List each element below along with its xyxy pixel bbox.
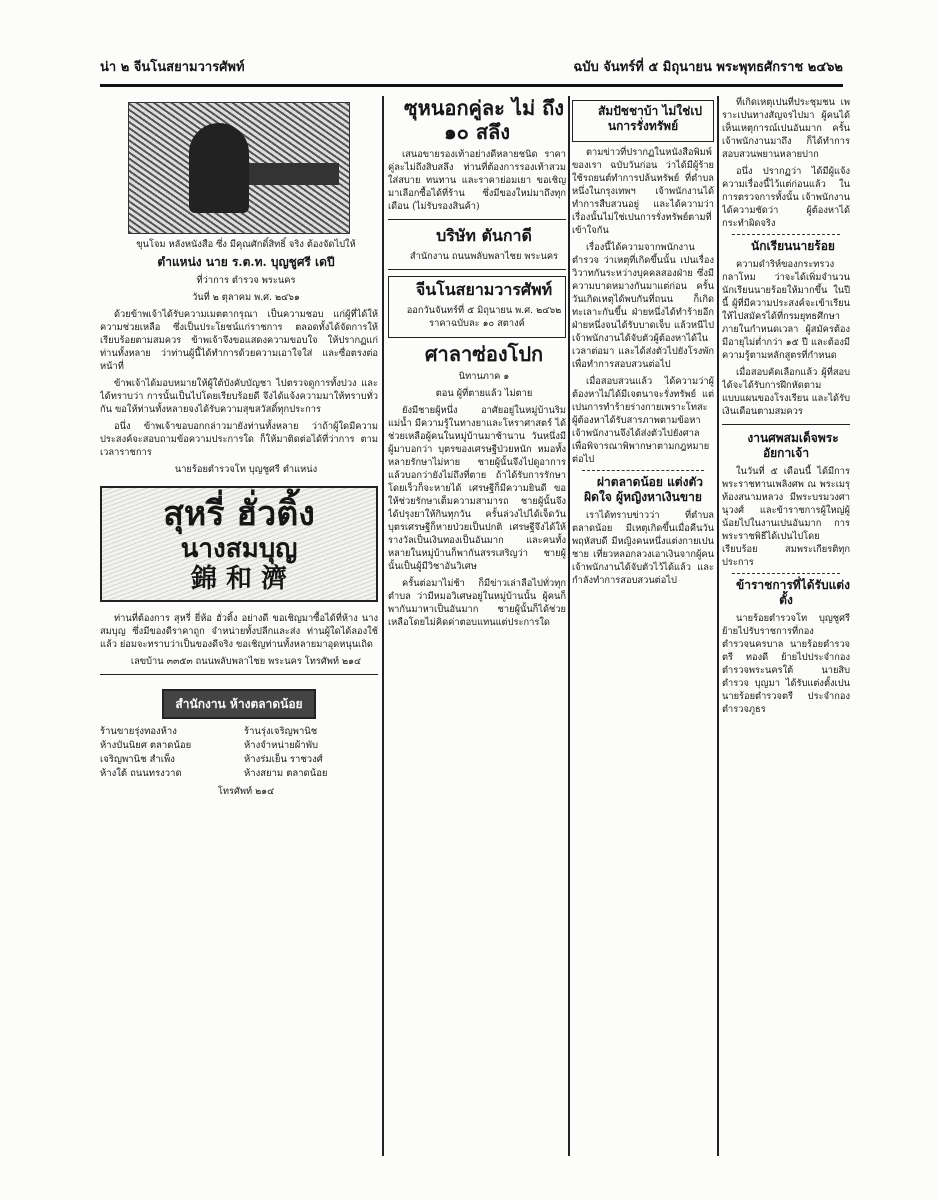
article-paragraph: เมื่อสอบคัดเลือกแล้ว ผู้ที่สอบได้จะได้รับการฝึกหัดตามแบบแผนของโรงเรียน และได้รับเงินเดือนตามสมควร: [722, 367, 850, 417]
signature-line: ตำแหน่ง นาย ร.ต.ท. บุญชูศรี เดปี: [157, 255, 335, 269]
page-number-and-paper-name: น่า ๒ จีนโนสยามวารศัพท์: [100, 60, 245, 75]
headline-shoes: ซุหนอกคู่ละ ไม่ ถึง ๑๐ สลึง: [404, 96, 564, 144]
article-paragraph: เรื่องนี้ได้ความจากพนักงานตำรวจ ว่าเหตุที่เกิดขึ้นนั้น เปนเรื่องวิวาทกันระหว่างบุคคลสองฝ่าย ซึ่งมีความบาดหมางกันมาแต่ก่อน ครั้นวันเกิดเหตุได้พบกันที่ถนน ก็เกิดทะเลาะกันขึ้น ฝ่ายหนึ่งได้ทำร้ายอีกฝ่ายหนึ่งจนได้รับบาดเจ็บ แล้วหนีไป เจ้าพนักงานได้จับตัวผู้ต้องหาได้ในเวลาต่อมา และได้ส่งตัวไปยังโรงพัก เพื่อทำการสอบสวนต่อไป: [572, 242, 714, 370]
ad-headline: สุหรี่ ฮั่วติ้ง: [163, 494, 315, 534]
notice-paragraph: ข้าพเจ้าได้มอบหมายให้ผู้ใต้บังคับบัญชา ไปตรวจดูการทั้งปวง และได้ทราบว่า การนั้นเป็นไปโดยเรียบร้อยดี จึงได้แจ้งความมาให้ทราบทั่วกัน ขอให้ท่านทั้งหลายจงได้รับความสุขสวัสดิ์ทุกประการ: [100, 378, 378, 415]
headline-box: [572, 100, 714, 142]
paper-issue-info: ออกวันจันทร์ที่ ๕ มิถุนายน พ.ศ. ๒๔๖๒ ราคาฉบับละ ๑๐ สตางค์: [406, 305, 562, 329]
story-paragraph: ยังมีชายผู้หนึ่ง อาศัยอยู่ในหมู่บ้านริมแม่น้ำ มีความรู้ในทางยาและโหราศาสตร์ ได้ช่วยเหลือผู้คนในหมู่บ้านมาช้านาน วันหนึ่งมีผู้มาบอกว่า บุตรของเศรษฐีป่วยหนัก หมอทั้งหลายรักษาไม่หาย ชายผู้นั้นจึงไปดูอาการ แล้วบอกว่ายังไม่ถึงที่ตาย ถ้าได้รับการรักษาโดยเร็วก็จะหายได้ เศรษฐีก็มีความยินดี ขอให้ช่วยรักษาเต็มความสามารถ ชายผู้นั้นจึงได้ปรุงยาให้กินทุกวัน ครั้นล่วงไปได้เจ็ดวัน บุตรเศรษฐีก็หายป่วยเป็นปกติ เศรษฐีจึงได้ให้รางวัลเป็นเงินทองเป็นอันมาก และคนทั้งหลายในหมู่บ้านก็พากันสรรเสริญว่า ชายผู้นั้นเป็นผู้มีวิชาอันวิเศษ: [388, 405, 566, 572]
story-part: นิทานภาค ๑: [458, 371, 510, 382]
masthead-rule: [100, 84, 843, 87]
column-divider: [382, 96, 384, 1156]
masthead: [100, 52, 843, 82]
column-2: [388, 96, 566, 1146]
story-episode: ตอน ผู้ที่ตายแล้ว ไม่ตาย: [435, 388, 533, 399]
paper-nameplate: [388, 276, 566, 338]
warrior-illustration: [128, 102, 350, 234]
notice-date: วันที่ ๒ ตุลาคม พ.ศ. ๒๔๖๑: [192, 292, 300, 303]
article-paragraph: ความดำริห์ของกระทรวงกลาโหม ว่าจะได้เพิ่มจำนวนนักเรียนนายร้อยให้มากขึ้น ในปีนี้ ผู้ที่มีความประสงค์จะเข้าเรียน ให้ไปสมัครได้ที่กรมยุทธศึกษา ภายในกำหนดเวลา ผู้สมัครต้องมีอายุไม่ต่ำกว่า ๑๕ ปี และต้องมีความรู้ตามหลักสูตรที่กำหนด: [722, 259, 850, 361]
headline-not-robbery: สัมปัชชาบ้า ไม่ใช่เปนการรั่งทรัพย์: [597, 104, 703, 133]
column-1: [100, 96, 378, 1146]
story-heading: ศาลาซ่องโปก: [424, 342, 544, 366]
shop-list-item: ห้างสยาม ตลาดน้อย: [244, 768, 328, 779]
issue-date: ฉบับ จันทร์ที่ ๕ มิถุนายน พระพุทธศักราช ๒๔๖๒: [573, 60, 843, 75]
shop-list-item: เจริญพานิช สำเพ็ง: [100, 754, 175, 765]
shop-list: [100, 725, 378, 781]
article-paragraph: ในวันที่ ๕ เดือนนี้ ได้มีการพระราชทานเพลิงศพ ณ พระเมรุ ท้องสนามหลวง มีพระบรมวงศานุวงศ์ และข้าราชการผู้ใหญ่ผู้น้อยไปในงานเปนอันมาก การพระราชพิธีได้เปนไปโดยเรียบร้อย สมพระเกียรติทุกประการ: [722, 466, 850, 568]
company-heading: บริษัท ตันกาดี: [436, 226, 532, 245]
headline-talat-noi: ผ่าตลาดน้อย แต่งตัวผิดใจ ผู้หญิงหาเงินขาย: [584, 475, 703, 504]
headline-cadets: นักเรียนนายร้อย: [751, 239, 835, 253]
column-divider: [568, 96, 570, 1156]
article-paragraph: เสนอขายรองเท้าอย่างดีหลายชนิด ราคาคู่ละไม่ถึงสิบสลึง ท่านที่ต้องการรองเท้าสวมใส่สบาย ทนทาน และราคาย่อมเยา ขอเชิญมาเลือกซื้อได้ที่ร้าน ซึ่งมีของใหม่มาถึงทุกเดือน (ไม่รับรองสินค้า): [388, 149, 566, 212]
office-line: ที่ว่าการ ตำรวจ พระนคร: [196, 275, 296, 286]
divider: [388, 269, 566, 270]
divider: [732, 573, 840, 574]
company-address: สำนักงาน ถนนพลับพลาไชย พระนคร: [409, 251, 559, 262]
article-paragraph: อนึ่ง ปรากฏว่า ได้มีผู้แจ้งความเรื่องนี้ไว้แต่ก่อนแล้ว ในการตรวจการทั้งนั้น เจ้าพนักงานได้ความชัดว่า ผู้ต้องหาได้กระทำผิดจริง: [722, 166, 850, 229]
divider: [582, 470, 704, 471]
cannon-icon: [249, 163, 339, 185]
notice-sign-off: นายร้อยตำรวจโท บุญชูศรี ตำแหน่ง: [174, 464, 318, 475]
shop-list-item: ห้างร่มเย็น ราชวงศ์: [244, 754, 323, 765]
ad-body: ท่านที่ต้องการ สุหรี่ ยี่ห้อ ฮั่วติ้ง อย่างดี ขอเชิญมาซื้อได้ที่ห้าง นางสมบุญ ซึ่งมีของดีราคาถูก จำหน่ายทั้งปลีกและส่ง ท่านผู้ใดได้ลองใช้แล้ว ย่อมจะทราบว่าเป็นของดีจริง ขอเชิญท่านทั้งหลายมาอุดหนุนเถิด: [100, 613, 378, 650]
notice-paragraph: ด้วยข้าพเจ้าได้รับความเมตตากรุณา เป็นความชอบ แก่ผู้ที่ได้ให้ความช่วยเหลือ ซึ่งเป็นประโยชน์แก่ราชการ ตลอดทั้งได้จัดการให้เรียบร้อยตามสมควร ข้าพเจ้าจึงขอแสดงความขอบใจ ให้ปรากฏแก่ท่านทั้งหลาย ว่าท่านผู้นี้ได้ทำการด้วยความเอาใจใส่ และซื่อตรงต่อหน้าที่: [100, 309, 378, 372]
shop-banner: สำนักงาน ห้างตลาดน้อย: [162, 689, 316, 719]
column-3: [572, 96, 714, 1146]
article-paragraph: เมื่อสอบสวนแล้ว ได้ความว่าผู้ต้องหาไม่ได้มีเจตนาจะรั่งทรัพย์ แต่เปนการทำร้ายร่างกายเพราะโทสะ ผู้ต้องหาได้รับสารภาพตามข้อหา เจ้าพนักงานจึงได้ส่งตัวไปยังศาล เพื่อพิจารณาพิพากษาตามกฎหมายต่อไป: [572, 376, 714, 465]
shop-list-item: ห้างบันนิยศ ตลาดน้อย: [100, 740, 192, 751]
ad-shop-name: นางสมบุญ: [180, 534, 298, 564]
illustration-caption: ขุนโจม หลังหนังสือ ซึ่ง มีคุณศักดิ์สิทธิ์ จริง ต้องจัดไปให้: [136, 239, 356, 250]
warrior-figure-icon: [189, 123, 249, 213]
article-paragraph: นายร้อยตำรวจโท บุญชูศรี ย้ายไปรับราชการที่กองตำรวจนครบาล นายร้อยตำรวจตรี ทองดี ย้ายไปประจำกองตำรวจพระนครใต้ นายสิบตำรวจ บุญมา ได้รับแต่งตั้งเปนนายร้อยตำรวจตรี ประจำกองตำรวจภูธร: [722, 613, 850, 715]
article-paragraph: เราได้ทราบข่าวว่า ที่ตำบลตลาดน้อย มีเหตุเกิดขึ้นเมื่อคืนวันพฤหัสบดี มีหญิงคนหนึ่งแต่งกายเปนชาย เที่ยวหลอกลวงเอาเงินจากผู้คน เจ้าพนักงานได้จับตัวไว้ได้แล้ว และกำลังทำการสอบสวนต่อไป: [572, 510, 714, 586]
shop-phone: โทรศัพท์ ๒๑๔: [217, 786, 275, 797]
headline-funeral: งานศพสมเด็จพระอัยกาเจ้า: [747, 431, 839, 460]
shop-list-item: ห้างใต้ ถนนทรงวาด: [100, 768, 182, 779]
divider: [722, 424, 850, 425]
divider: [388, 219, 566, 220]
column-divider: [717, 96, 719, 1156]
shop-list-item: ร้านขายรุ่งทองห้าง: [100, 726, 177, 737]
cigarette-advertisement: [100, 486, 378, 602]
ad-address: เลขบ้าน ๓๓๕๓ ถนนพลับพลาไชย พระนคร โทรศัพท์ ๒๑๔: [130, 656, 362, 667]
paper-title: จีนโนสยามวารศัพท์: [415, 280, 553, 299]
ad-chinese-name: 錦 和 濟: [190, 564, 288, 594]
divider: [100, 674, 378, 675]
headline-appointments: ข้าราชการที่ได้รับแต่งตั้ง: [736, 578, 850, 607]
story-paragraph: ครั้นต่อมาไม่ช้า ก็มีข่าวเล่าลือไปทั่วทุกตำบล ว่ามีหมอวิเศษอยู่ในหมู่บ้านนั้น ผู้คนก็พากันมาหาเป็นอันมาก ชายผู้นั้นก็ได้ช่วยเหลือโดยไม่คิดค่าตอบแทนแต่ประการใด: [388, 578, 566, 628]
divider: [732, 234, 840, 235]
column-4: [722, 96, 850, 1146]
article-paragraph: ตามข่าวที่ปรากฏในหนังสือพิมพ์ของเรา ฉบับวันก่อน ว่าได้มีผู้ร้ายใช้รถยนต์ทำการปล้นทรัพย์ ที่ตำบลหนึ่งในกรุงเทพฯ เจ้าพนักงานได้ทำการสืบสวนอยู่ และได้ความว่า เรื่องนั้นไม่ใช่เปนการรั่งทรัพย์ตามที่เข้าใจกัน: [572, 147, 714, 236]
notice-paragraph: อนึ่ง ข้าพเจ้าขอบอกกล่าวมายังท่านทั้งหลาย ว่าถ้าผู้ใดมีความประสงค์จะสอบถามข้อความประการใด ก็ให้มาติดต่อได้ที่ว่าการ ตามเวลาราชการ: [100, 421, 378, 458]
article-paragraph: ที่เกิดเหตุเปนที่ประชุมชน เพราะเปนทางสัญจรไปมา ผู้คนได้เห็นเหตุการณ์เปนอันมาก ครั้นเจ้าพนักงานมาถึง ก็ได้ทำการสอบสวนพยานหลายปาก: [722, 97, 850, 160]
shop-list-item: ร้านรุ่งเจริญพานิช: [244, 726, 318, 737]
shop-list-item: ห้างจำหน่ายผ้าพับ: [244, 740, 318, 751]
